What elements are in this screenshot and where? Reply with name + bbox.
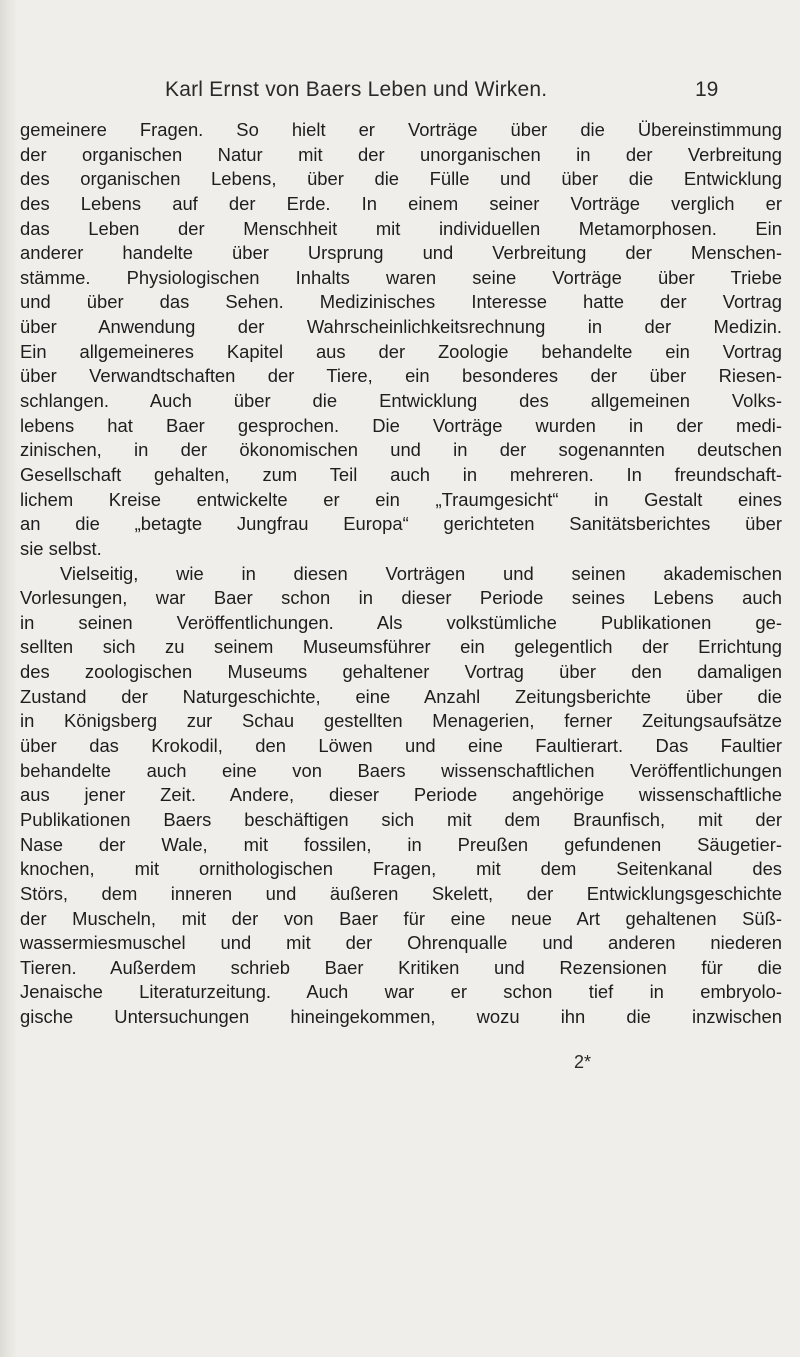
text-line: Jenaische Literaturzeitung. Auch war er schon tief in embryolo- [20,981,782,1003]
text-line: schlangen. Auch über die Entwicklung des allgemeinen Volks- [20,390,782,412]
text-line: des Lebens auf der Erde. In einem seiner Vorträge verglich er [20,192,782,214]
text-line: des zoologischen Museums gehaltener Vortrag über den damaligen [20,661,782,683]
text-line: gische Untersuchungen hineingekommen, wozu ihn die inzwischen [20,1006,782,1028]
text-line: stämme. Physiologischen Inhalts waren seine Vorträge über Triebe [20,266,782,288]
text-line: über Anwendung der Wahrscheinlichkeitsrechnung in der Medizin. [20,316,782,338]
text-line: des organischen Lebens, über die Fülle und über die Entwicklung [20,168,782,190]
text-line: über Verwandtschaften der Tiere, ein besonderes der über Riesen- [20,365,782,387]
text-line: Vielseitig, wie in diesen Vorträgen und seinen akademischen [60,562,782,584]
text-line: knochen, mit ornithologischen Fragen, mit dem Seitenkanal des [20,858,782,880]
text-line: gemeinere Fragen. So hielt er Vorträge über die Übereinstimmung [20,119,782,140]
text-line: Zustand der Naturgeschichte, eine Anzahl Zeitungsberichte über die [20,685,782,707]
text-line: behandelte auch eine von Baers wissenschaftlichen Veröffentlichungen [20,759,782,781]
text-line: lichem Kreise entwickelte er ein „Traumgesicht“ in Gestalt eines [20,488,782,510]
text-line: lebens hat Baer gesprochen. Die Vorträge wurden in der medi- [20,414,782,436]
signature-mark: 2* [574,1052,592,1072]
text-line: Gesellschaft gehalten, zum Teil auch in mehreren. In freundschaft- [20,463,782,485]
text-line: zinischen, in der ökonomischen und in der sogenannten deutschen [20,439,782,461]
text-line: sellten sich zu seinem Museumsführer ein gelegentlich der Errichtung [20,636,782,658]
body-text [20,118,782,1030]
text-line: anderer handelte über Ursprung und Verbreitung der Menschen- [20,242,782,264]
text-line: der Muscheln, mit der von Baer für eine neue Art gehaltenen Süß- [20,907,782,929]
text-line: Störs, dem inneren und äußeren Skelett, der Entwicklungsgeschichte [20,882,782,904]
text-line: der organischen Natur mit der unorganischen in der Verbreitung [20,143,782,165]
text-line: Nase der Wale, mit fossilen, in Preußen gefundenen Säugetier- [20,833,782,855]
text-line: Publikationen Baers beschäftigen sich mit dem Braunfisch, mit der [20,808,782,830]
text-line: in Königsberg zur Schau gestellten Menagerien, ferner Zeitungsaufsätze [20,710,782,732]
text-line: aus jener Zeit. Andere, dieser Periode angehörige wissenschaftliche [20,784,782,806]
text-line: über das Krokodil, den Löwen und eine Faultierart. Das Faultier [20,735,782,757]
running-head: Karl Ernst von Baers Leben und Wirken. [165,78,548,101]
page-number: 19 [695,78,719,101]
text-line: Tieren. Außerdem schrieb Baer Kritiken und Rezensionen für die [20,956,782,978]
text-line: an die „betagte Jungfrau Europa“ gerichteten Sanitätsberichtes über [20,513,782,535]
text-line: sie selbst. [20,537,102,559]
text-line: in seinen Veröffentlichungen. Als volkstümliche Publikationen ge- [20,611,782,633]
text-line: und über das Sehen. Medizinisches Interesse hatte der Vortrag [20,291,782,313]
text-line: wassermiesmuschel und mit der Ohrenqualle und anderen niederen [20,932,782,954]
text-line: das Leben der Menschheit mit individuellen Metamorphosen. Ein [20,217,782,239]
page-gutter [0,0,18,1357]
page-header [0,78,800,108]
text-line: Vorlesungen, war Baer schon in dieser Periode seines Lebens auch [20,587,782,609]
text-line: Ein allgemeineres Kapitel aus der Zoologie behandelte ein Vortrag [20,340,782,362]
